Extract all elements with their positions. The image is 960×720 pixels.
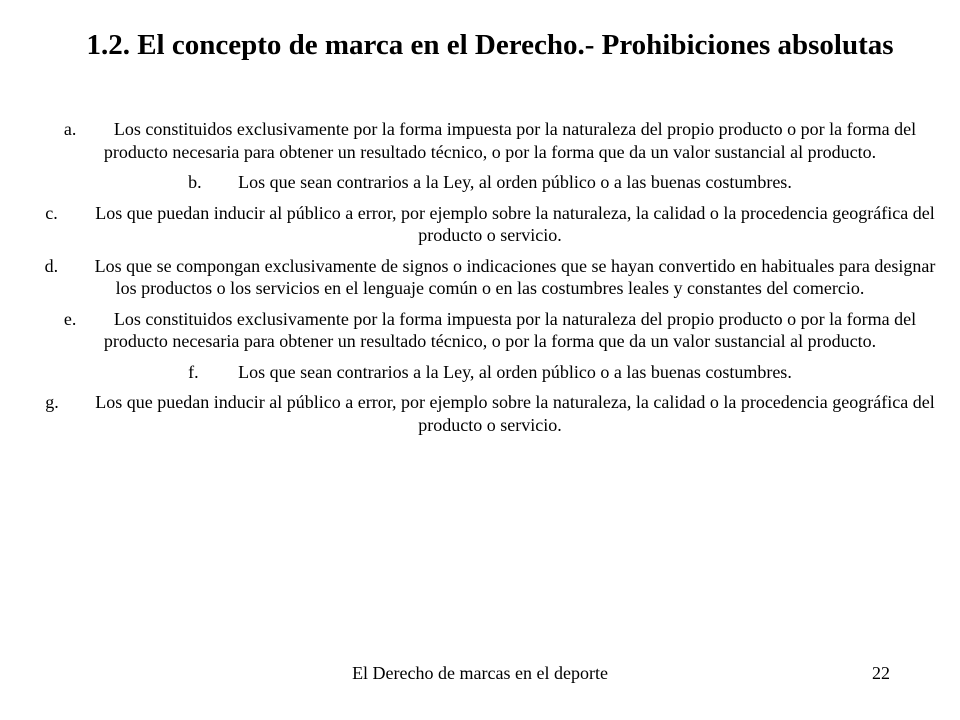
list-item-marker: a. bbox=[63, 119, 77, 139]
prohibitions-list bbox=[40, 118, 940, 444]
list-item-text: Los constituidos exclusivamente por la forma impuesta por la naturaleza del propio producto o por la forma del producto necesaria para obtener un resultado técnico, o por la forma que da un valor sustancial al producto. bbox=[103, 308, 917, 351]
list-item-marker: b. bbox=[188, 172, 202, 192]
list-item-text: Los que sean contrarios a la Ley, al orden público o a las buenas costumbres. bbox=[238, 172, 792, 192]
footer-title: El Derecho de marcas en el deporte bbox=[352, 663, 608, 683]
list-item-text: Los que sean contrarios a la Ley, al orden público o a las buenas costumbres. bbox=[238, 361, 792, 382]
list-item bbox=[40, 391, 940, 436]
list-item-marker: f. bbox=[188, 361, 199, 382]
slide-title: 1.2. El concepto de marca en el Derecho.- Prohibiciones absolutas bbox=[86, 29, 894, 61]
list-item-text: Los que puedan inducir al público a error, por ejemplo sobre la naturaleza, la calidad o la procedencia geográfica del producto o servicio. bbox=[95, 392, 935, 435]
page-number: 22 bbox=[872, 663, 890, 683]
list-item bbox=[40, 118, 940, 163]
list-item bbox=[40, 202, 940, 247]
list-item bbox=[40, 171, 940, 194]
list-item-text: Los constituidos exclusivamente por la forma impuesta por la naturaleza del propio producto o por la forma del producto necesaria para obtener un resultado técnico, o por la forma que da un valor sustancial al producto. bbox=[103, 119, 917, 162]
list-item-text: Los que puedan inducir al público a error, por ejemplo sobre la naturaleza, la calidad o la procedencia geográfica del producto o servicio. bbox=[95, 202, 935, 245]
list-item-marker: c. bbox=[45, 202, 58, 223]
list-item bbox=[40, 308, 940, 353]
list-item-marker: e. bbox=[63, 308, 77, 329]
list-item-marker: d. bbox=[44, 255, 59, 276]
list-item bbox=[40, 361, 940, 384]
list-item-marker: g. bbox=[45, 392, 59, 412]
list-item-text: Los que se compongan exclusivamente de signos o indicaciones que se hayan convertido en habituales para designar los productos o los servicios en el lenguaje común o en las costumbres leales y constantes del comercio. bbox=[94, 255, 936, 298]
list-item bbox=[40, 255, 940, 300]
